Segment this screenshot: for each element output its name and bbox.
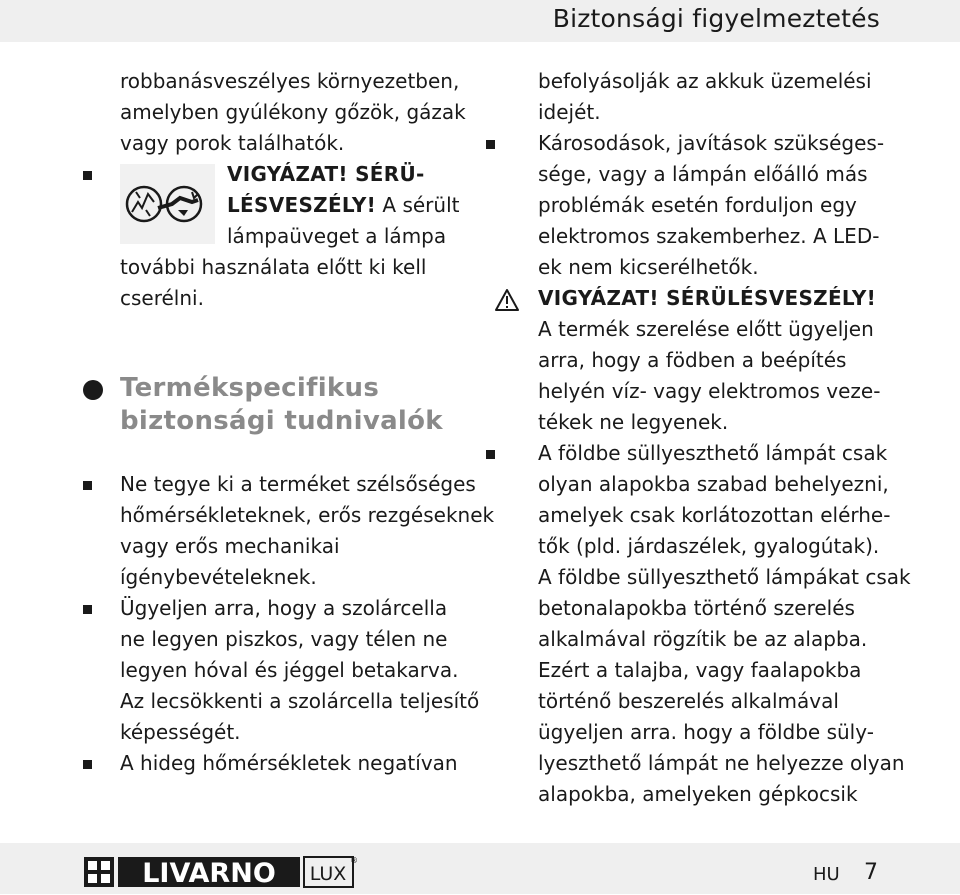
warning-line: további használata előtt ki kell <box>120 255 427 279</box>
list-item-line: történő beszerelés alkalmával <box>538 689 839 713</box>
bullet-marker <box>486 450 495 459</box>
warning-line: arra, hogy a födben a beépítés <box>538 348 847 372</box>
warning-strong-2: LÉSVESZÉLY! <box>227 193 377 217</box>
list-item: A hideg hőmérsékletek negatívan <box>120 748 465 779</box>
list-item-line: tők (pld. járdaszélek, gyalogútak). <box>538 534 880 558</box>
list-item-line: ígénybevételeknek. <box>120 565 317 589</box>
warning-text: A sérült <box>376 193 460 217</box>
list-item-line: alapokba, amelyeken gépkocsik <box>538 782 858 806</box>
logo-registered-mark: ® <box>350 856 358 865</box>
livarno-lux-logo <box>84 853 357 891</box>
list-item-line: amelyek csak korlátozottan elérhe- <box>538 503 891 527</box>
section-heading <box>120 372 443 438</box>
warning-line: cserélni. <box>120 286 204 310</box>
list-item-line: lyeszthető lámpát ne helyezze olyan <box>538 751 905 775</box>
text-line: befolyásolják az akkuk üzemelési <box>538 69 872 93</box>
bullet-marker <box>83 760 92 769</box>
list-item-line: képességét. <box>120 720 241 744</box>
warning-line: lámpaüveget a lámpa <box>227 224 447 248</box>
intro-line: robbanásveszélyes környezetben, <box>120 69 460 93</box>
warning-line: helyén víz- vagy elektromos veze- <box>538 379 881 403</box>
list-item: Ügyeljen arra, hogy a szolárcella <box>120 593 465 624</box>
list-item-line: ek nem kicserélhetők. <box>538 255 759 279</box>
left-bullet-list <box>120 469 495 779</box>
list-item-line: legyen hóval és jéggel betakarva. <box>120 658 459 682</box>
list-item-line: Ezért a talajba, vagy faalapokba <box>538 658 862 682</box>
footer-language: HU <box>813 864 840 885</box>
bullet-marker <box>486 140 495 149</box>
list-item-line: alkalmával rögzítik be az alapba. <box>538 627 868 651</box>
logo-sub-text: LUX <box>309 863 347 885</box>
list-item-line: betonalapokba történő szerelés <box>538 596 855 620</box>
intro-line: vagy porok találhatók. <box>120 131 345 155</box>
list-item: Ne tegye ki a terméket szélsőséges <box>120 469 465 500</box>
list-item: Károsodások, javítások szükséges- <box>538 128 898 159</box>
list-item-line: ne legyen piszkos, vagy télen ne <box>120 627 448 651</box>
bullet-marker <box>83 481 92 490</box>
section-heading-line: biztonsági tudnivalók <box>120 406 443 436</box>
warning-line: tékek ne legyenek. <box>538 410 729 434</box>
list-item-line: problémák esetén forduljon egy <box>538 193 857 217</box>
section-heading-line: Termékspecifikus <box>120 373 380 403</box>
intro-line: amelyben gyúlékony gőzök, gázak <box>120 100 466 124</box>
list-item-line: elektromos szakemberhez. A LED- <box>538 224 880 248</box>
right-column <box>538 66 911 810</box>
list-item-line: ügyeljen arra. hogy a földbe süly- <box>538 720 874 744</box>
header-bar <box>0 0 960 42</box>
list-item-line: Az lecsökkenti a szolárcella teljesítő <box>120 689 480 713</box>
list-item-line: hőmérsékleteknek, erős rezgéseknek <box>120 503 495 527</box>
page-number: 7 <box>864 860 878 885</box>
list-item: A földbe süllyeszthető lámpát csak <box>538 438 898 469</box>
bullet-marker <box>83 171 92 180</box>
section-bullet-dot <box>83 380 103 400</box>
warning-triangle-icon <box>494 288 520 316</box>
list-item-line: A földbe süllyeszthető lámpákat csak <box>538 565 911 589</box>
text-line: idejét. <box>538 100 601 124</box>
list-item-line: sége, vagy a lámpán előálló más <box>538 162 868 186</box>
list-item-line: vagy erős mechanikai <box>120 534 340 558</box>
logo-main-text: LIVARNO <box>142 858 276 889</box>
broken-lamp-glass-icon <box>120 164 215 244</box>
list-item-line: olyan alapokba szabad behelyezni, <box>538 472 889 496</box>
warning-line: A termék szerelése előtt ügyeljen <box>538 317 874 341</box>
bullet-marker <box>83 605 92 614</box>
page-header-title: Biztonsági figyelmeztetés <box>552 4 880 33</box>
warning-title: VIGYÁZAT! SÉRÜLÉSVESZÉLY! <box>538 286 877 310</box>
warning-strong-1: VIGYÁZAT! SÉRÜ- <box>227 162 425 186</box>
